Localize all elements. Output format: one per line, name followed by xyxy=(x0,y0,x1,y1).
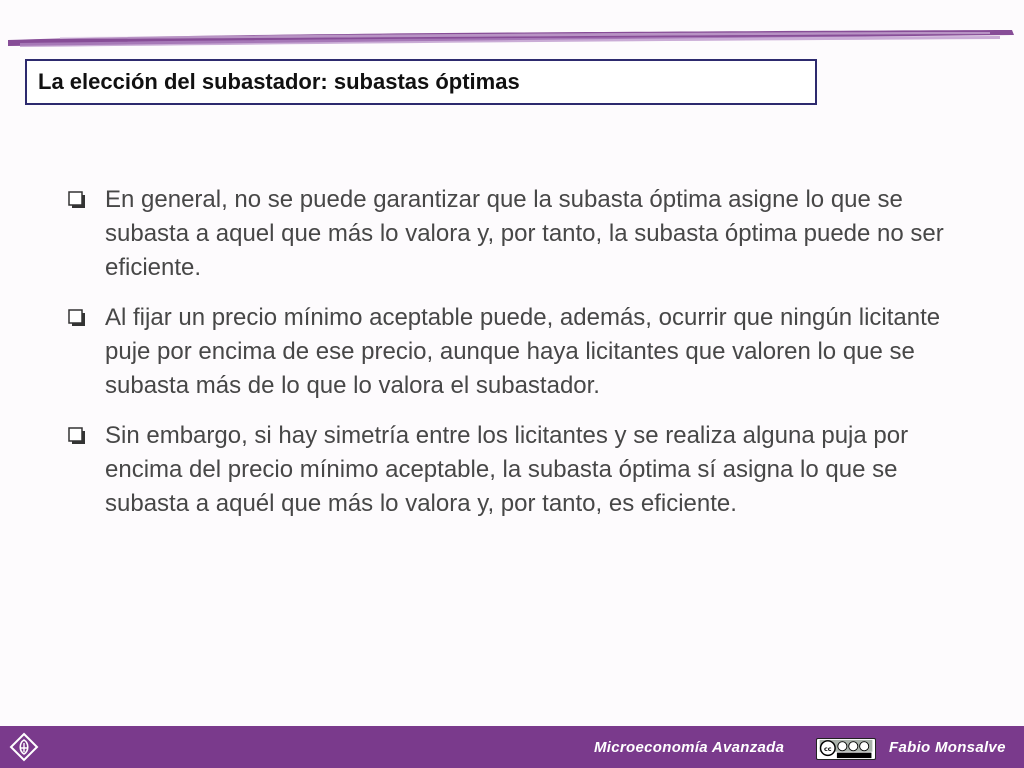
slide-title: La elección del subastador: subastas óptimas xyxy=(38,69,520,94)
checkbox-bullet-icon xyxy=(68,309,86,327)
list-item xyxy=(66,301,966,403)
svg-text:cc: cc xyxy=(824,745,832,753)
checkbox-bullet-icon xyxy=(68,191,86,209)
university-logo-icon xyxy=(8,731,40,763)
list-item xyxy=(66,183,966,285)
footer-bar xyxy=(0,726,1024,768)
bullet-text: Al fijar un precio mínimo aceptable puede, además, ocurrir que ningún licitante puje por encima de ese precio, aunque haya licitantes que valoren lo que se subasta más de lo que lo valora el subastador. xyxy=(105,304,941,399)
bullet-list xyxy=(66,183,966,537)
slide-title-box xyxy=(25,59,817,105)
decorative-brush-stroke xyxy=(0,26,1024,52)
list-item xyxy=(66,419,966,521)
bullet-text: En general, no se puede garantizar que la subasta óptima asigne lo que se subasta a aquel que más lo valora y, por tanto, la subasta óptima puede no ser eficiente. xyxy=(105,186,944,281)
footer-course-name: Microeconomía Avanzada xyxy=(594,739,785,756)
bullet-text: Sin embargo, si hay simetría entre los licitantes y se realiza alguna puja por encima del precio mínimo aceptable, la subasta óptima sí asigna lo que se subasta a aquél que más lo valora y, por tanto, es eficiente. xyxy=(105,422,909,517)
footer-author-name: Fabio Monsalve xyxy=(889,739,1006,756)
cc-by-nc-sa-icon xyxy=(816,738,876,760)
checkbox-bullet-icon xyxy=(68,427,86,445)
